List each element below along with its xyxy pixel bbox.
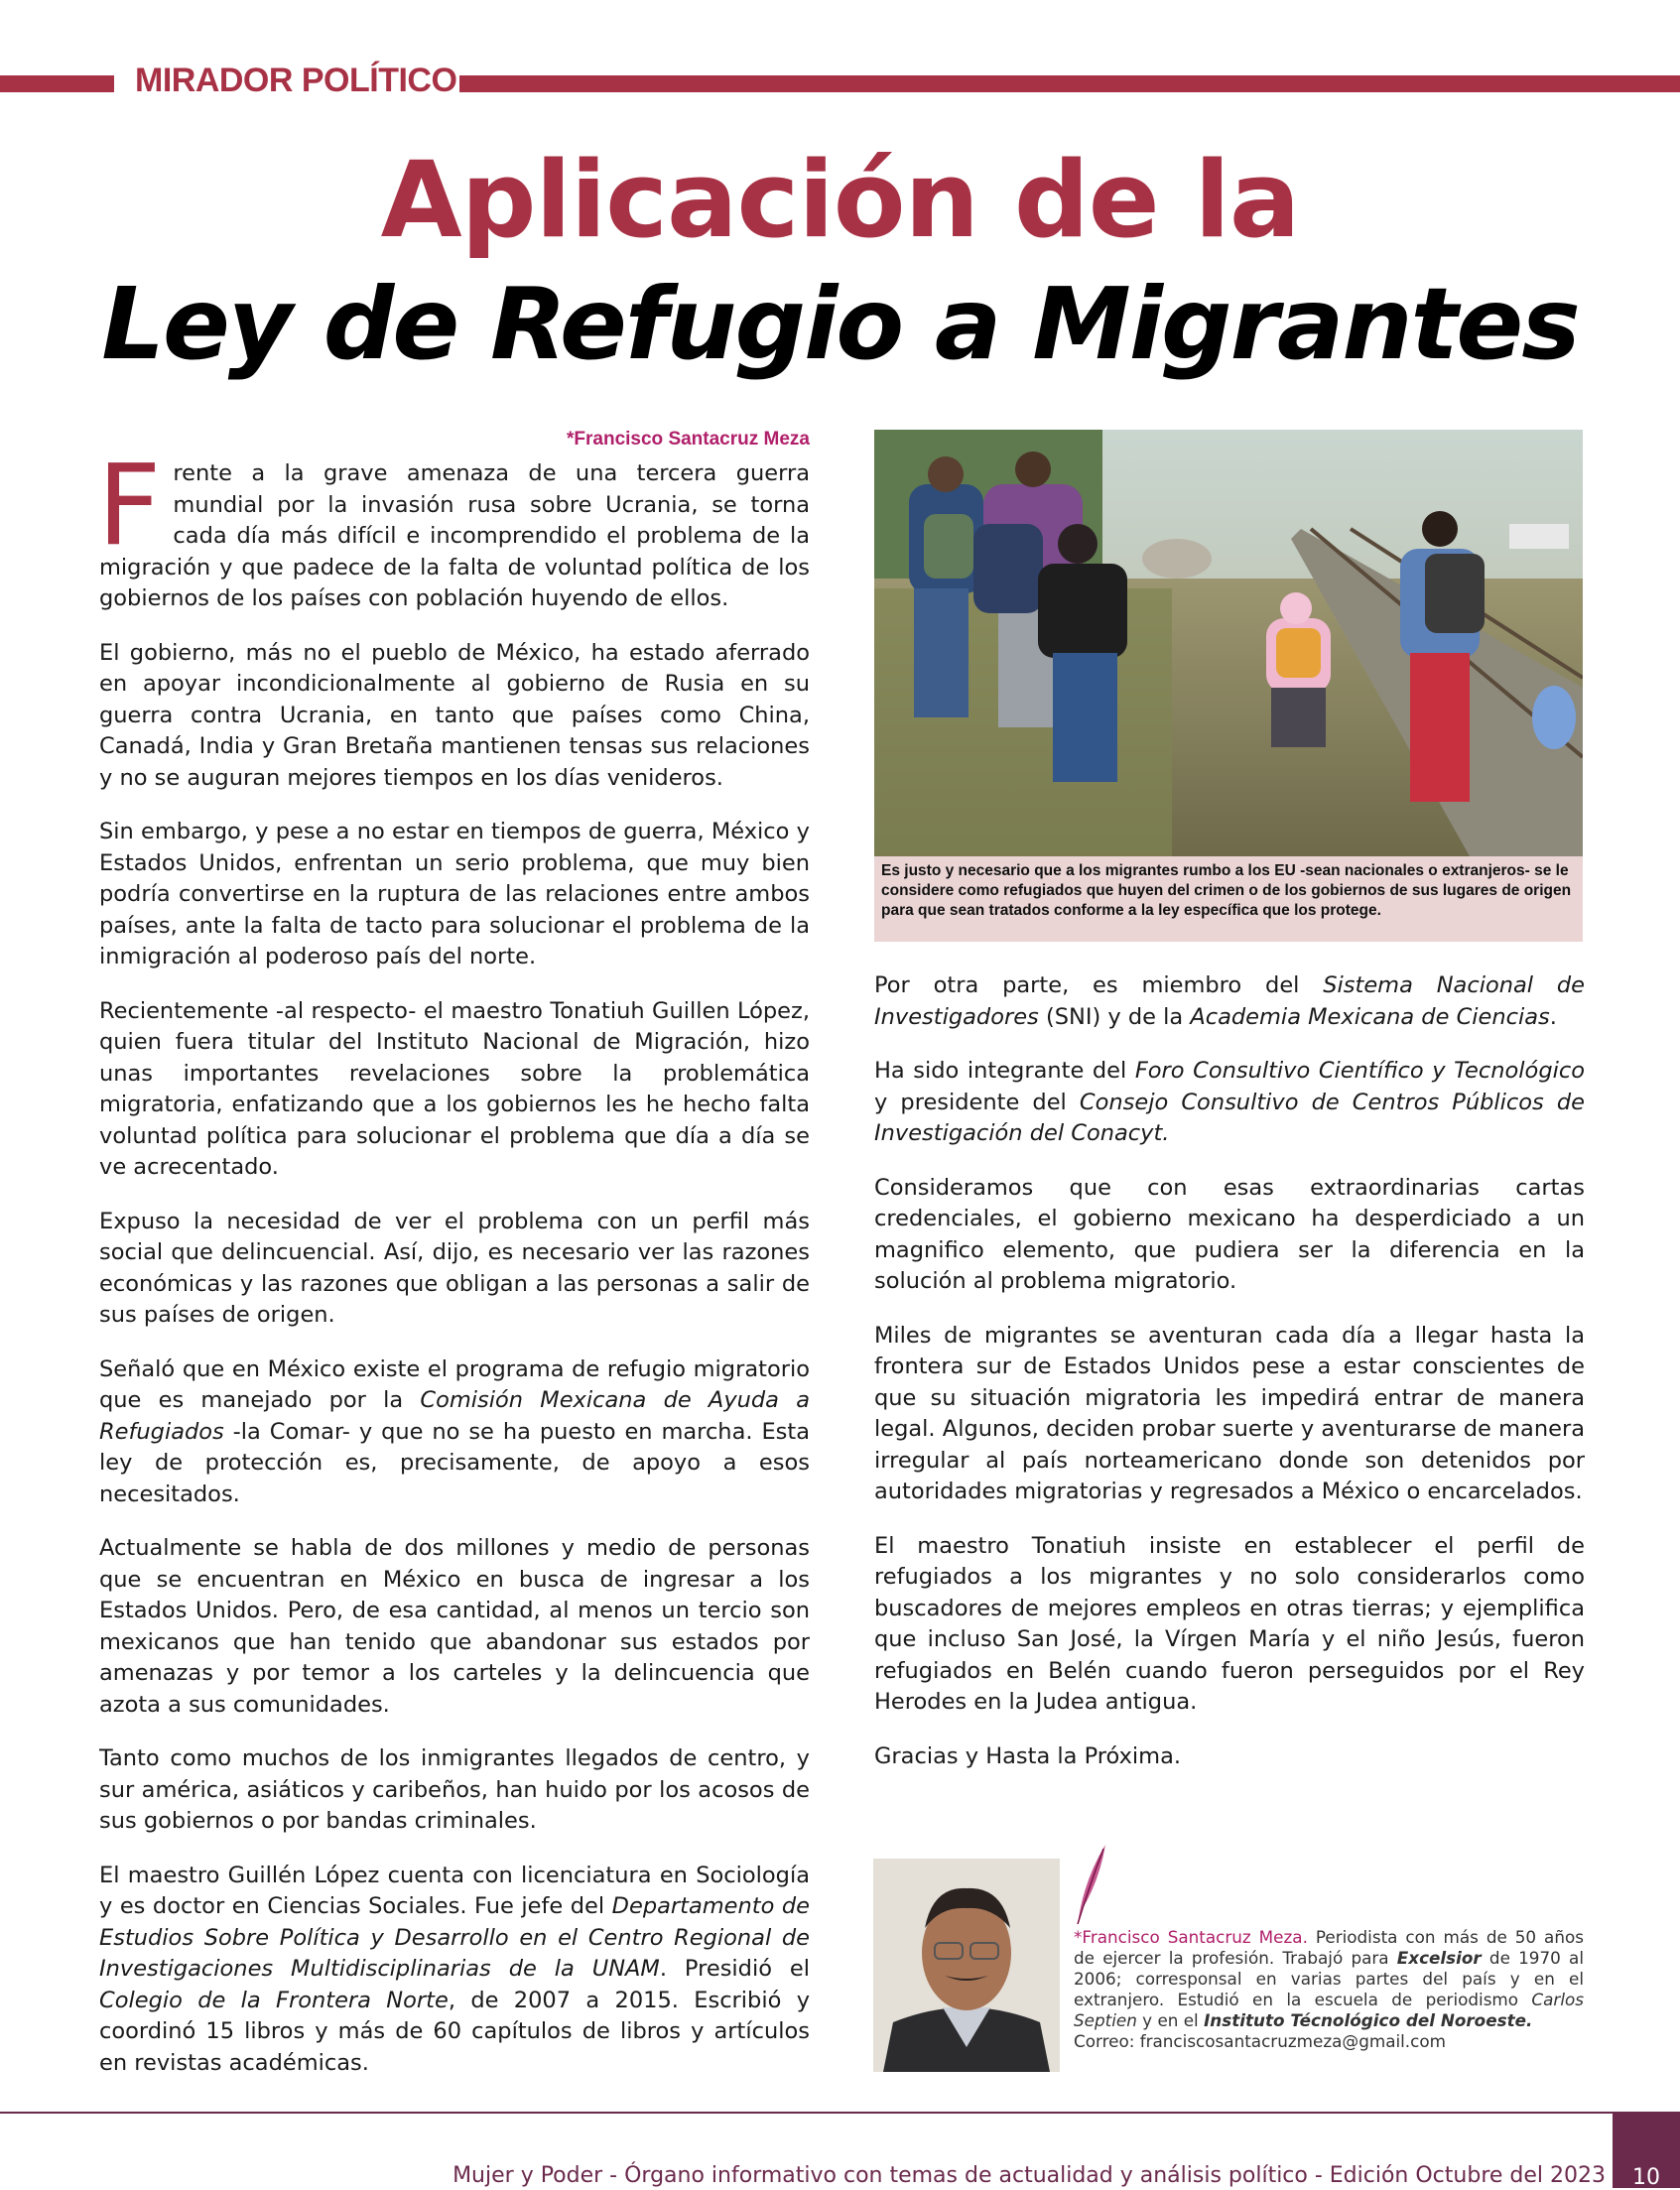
italic-text: Excelsior bbox=[1396, 1948, 1482, 1968]
section-label: MIRADOR POLÍTICO bbox=[135, 62, 457, 99]
bio-text: Periodista con más de 50 años de ejercer la profesión. Trabajó para bbox=[1074, 1927, 1584, 1968]
paragraph: El gobierno, más no el pueblo de México, ha estado aferrado en apoyar incondicionalmente al gobierno de Rusia en su guerra contra Ucrania, en tanto que países como China, Canadá, India y Gran Bretaña mantienen tensas sus relaciones y no se auguran mejores tiempos en los días venideros. bbox=[99, 639, 810, 791]
paragraph: Tanto como muchos de los inmigrantes llegados de centro, y sur américa, asiáticos y caribeños, han huido por los acosos de sus gobiernos o por bandas criminales. bbox=[99, 1745, 810, 1834]
photo-caption: Es justo y necesario que a los migrantes rumbo a los EU -sean nacionales o extranjeros- se le considere como refugiados que huyen del crimen o de los gobiernos de sus lugares de origen para que sean tratados conforme a la ley específica que los protege. bbox=[881, 862, 1572, 919]
italic-text: Colegio de la Frontera Norte bbox=[99, 1987, 449, 2013]
paragraph bbox=[99, 1354, 810, 1511]
paragraph-text: y presidente del bbox=[874, 1089, 1080, 1115]
paragraph bbox=[874, 1056, 1585, 1150]
paragraph: Expuso la necesidad de ver el problema con un perfil más social que delincuencial. Así, dijo, es necesario ver las razones económicas y las razones que obligan a las personas a salir de sus países de origen. bbox=[99, 1208, 810, 1328]
author-name: *Francisco Santacruz Meza. bbox=[1074, 1927, 1308, 1947]
left-column bbox=[97, 442, 811, 2102]
article-title-line2: Ley de Refugio a Migrantes bbox=[101, 266, 1579, 382]
paragraph bbox=[97, 442, 810, 615]
byline: *Francisco Santacruz Meza bbox=[567, 429, 810, 450]
paragraph-text: Por otra parte, es miembro del bbox=[874, 972, 1324, 998]
paragraph: Miles de migrantes se aventuran cada día a llegar hasta la frontera sur de Estados Unidos pese a estar conscientes de que su situación migratoria les impedirá entrar de manera legal. Algunos, deciden probar suerte y aventurarse de manera irregular al país norteamericano donde son detenidos por autoridades migratorias y regresados a México o encarcelados. bbox=[874, 1322, 1585, 1504]
paragraph: Actualmente se habla de dos millones y medio de personas que se encuentran en México en busca de ingresar a los Estados Unidos. Pero, de esa cantidad, al menos un tercio son mexicanos que han tenido que abandonar sus estados por amenazas y por temor a los carteles y la delincuencia que azota a sus comunidades. bbox=[99, 1535, 810, 1718]
italic-text: Comisión Mexicana de Ayuda a Refugiados bbox=[99, 1387, 811, 1445]
feather-icon bbox=[1070, 1841, 1109, 1926]
author-portrait bbox=[873, 1859, 1060, 2072]
paragraph-text: rente a la grave amenaza de una tercera guerra mundial por la invasión rusa sobre Ucrania, se torna cada día más difícil e incomprendido el problema de la migración y que padece de la falta de voluntad política de los gobiernos de los países con población huyendo de ellos. bbox=[99, 460, 810, 611]
footer-divider bbox=[0, 2112, 1613, 2114]
paragraph-text: El maestro Guillén López cuenta con licenciatura en Sociología y es doctor en Ciencias Sociales. Fue jefe del bbox=[99, 1862, 810, 1919]
paragraph-text: -la Comar- y que no se ha puesto en marcha. Esta ley de protección es, precisamente, de apoyo a esos necesitados. bbox=[99, 1418, 810, 1507]
page-number: 10 bbox=[1632, 2165, 1660, 2190]
italic-text: Academia Mexicana de Ciencias bbox=[1190, 1003, 1550, 1030]
author-bio bbox=[1074, 1927, 1584, 2052]
bio-text: de 1970 al 2006; corresponsal en varias partes del país y en el extranjero. Estudió en la escuela de periodismo bbox=[1074, 1948, 1584, 2009]
paragraph-text: . Presidió el bbox=[659, 1956, 810, 1982]
migrants-photo bbox=[874, 430, 1583, 856]
section-bar-right bbox=[459, 75, 1680, 92]
paragraph: Sin embargo, y pese a no estar en tiempos de guerra, México y Estados Unidos, enfrentan un serio problema, que muy bien podría convertirse en la ruptura de las relaciones entre ambos países, ante la falta de tacto para solucionar el problema de la inmigración al poderoso país del norte. bbox=[99, 819, 810, 969]
drop-cap: F bbox=[97, 442, 162, 571]
italic-text: Instituto Técnológico del Noroeste. bbox=[1204, 2010, 1533, 2030]
footer-text: Mujer y Poder - Órgano informativo con temas de actualidad y análisis político - Edición Octubre del 2023 bbox=[452, 2163, 1606, 2188]
paragraph-text: , de 2007 a 2015. Escribió y coordinó 15 libros y más de 60 capítulos de libros y artículos en revistas académicas. bbox=[99, 1987, 811, 2076]
paragraph: El maestro Tonatiuh insiste en establecer el perfil de refugiados a los migrantes y no solo considerarlos como buscadores de mejores empleos en otras tierras; y ejemplifica que incluso San José, la Vírgen María y el niño Jesús, fueron refugiados en Belén cuando fueron perseguidos por el Rey Herodes en la Judea antigua. bbox=[874, 1532, 1585, 1715]
paragraph: Gracias y Hasta la Próxima. bbox=[874, 1742, 1182, 1769]
paragraph-text: Ha sido integrante del bbox=[874, 1058, 1135, 1084]
paragraph: Recientemente -al respecto- el maestro Tonatiuh Guillen López, quien fuera titular del Instituto Nacional de Migración, hizo unas importantes revelaciones sobre la problemática migratoria, enfatizando que a los gobiernos les he hecho falta voluntad política para solucionar el problema que día a día se ve acrecentado. bbox=[99, 997, 810, 1180]
right-column bbox=[874, 970, 1585, 1795]
article-title-line1: Aplicación de la bbox=[380, 139, 1300, 261]
bio-text: y en el bbox=[1136, 2010, 1205, 2030]
italic-text: Consejo Consultivo de Centros Públicos de Investigación del Conacyt. bbox=[874, 1089, 1585, 1146]
author-email: Correo: franciscosantacruzmeza@gmail.com bbox=[1074, 2031, 1446, 2051]
paragraph bbox=[99, 1861, 810, 2080]
paragraph-text: . bbox=[1549, 1003, 1557, 1030]
paragraph bbox=[874, 970, 1585, 1033]
section-bar-left bbox=[0, 75, 114, 92]
paragraph-text: (SNI) y de la bbox=[1038, 1003, 1191, 1030]
italic-text: Carlos Septien bbox=[1074, 1990, 1584, 2030]
italic-text: Sistema Nacional de Investigadores bbox=[874, 972, 1585, 1030]
paragraph: Consideramos que con esas extraordinarias cartas credenciales, el gobierno mexicano ha desperdiciado a un magnifico elemento, que pudiera ser la diferencia en la solución al problema migratorio. bbox=[874, 1174, 1585, 1294]
italic-text: Departamento de Estudios Sobre Política y Desarrollo en el Centro Regional de Investigaciones Multidisciplinarias de la UNAM bbox=[99, 1893, 811, 1982]
paragraph-text: Señaló que en México existe el programa de refugio migratorio que es manejado por la bbox=[99, 1355, 810, 1413]
italic-text: Foro Consultivo Científico y Tecnológico bbox=[1134, 1058, 1585, 1084]
